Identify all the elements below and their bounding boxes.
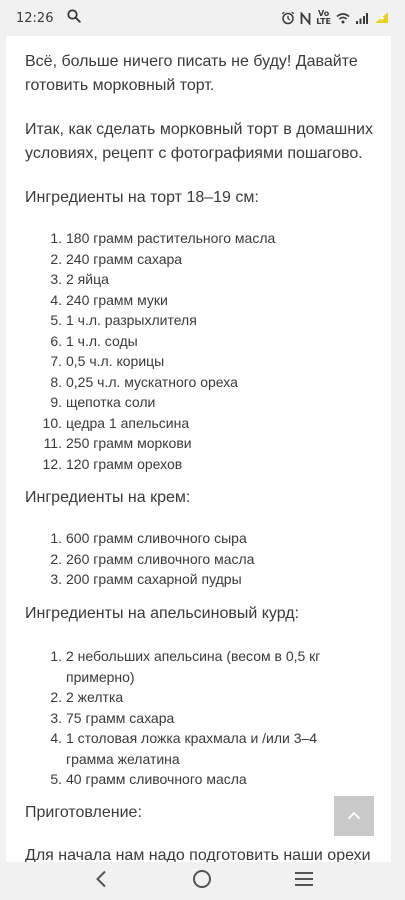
list-item-text: 180 грамм растительного масла (66, 230, 276, 246)
list-item-text: 600 грамм сливочного сыра (66, 530, 247, 546)
menu-lines-icon (294, 871, 314, 892)
list-item-number: 4. (50, 291, 62, 308)
list-item-text: 75 грамм сахара (66, 709, 175, 726)
status-time: 12:26 (16, 10, 54, 26)
list-item-number: 3. (50, 271, 62, 287)
list-item-text: 0,5 ч.л. корицы (66, 353, 165, 369)
cake-ingredients-heading: Ингредиенты на торт 18–19 см: (25, 189, 259, 206)
list-item-text: 260 грамм сливочного масла (66, 550, 255, 567)
navigation-bar (0, 862, 405, 900)
list-item-text: 40 грамм сливочного масла (66, 771, 247, 787)
list-item-number: 3. (50, 571, 62, 587)
chevron-up-icon (347, 807, 361, 825)
list-item-text: 200 грамм сахарной пудры (66, 571, 242, 587)
list-item-text: 1 ч.л. соды (66, 332, 138, 349)
nav-home-button[interactable] (182, 864, 222, 898)
list-item (25, 708, 365, 729)
list-item-number: 2. (50, 250, 62, 267)
list-item (25, 528, 365, 549)
list-item-number: 1. (50, 648, 62, 664)
nfc-icon (300, 12, 311, 25)
list-item (25, 646, 365, 687)
cake-ingredients-list (25, 228, 365, 474)
curd-ingredients-heading: Ингредиенты на апельсиновый курд: (25, 605, 300, 622)
status-left (16, 9, 81, 27)
list-item-number: 1. (50, 230, 62, 246)
list-item-text: 2 небольших апельсина (весом в 0,5 кг примерно) (66, 648, 321, 685)
list-item-number: 4. (50, 730, 62, 746)
alarm-icon (281, 11, 295, 25)
list-item-number: 2. (50, 689, 62, 705)
article-card (6, 36, 391, 862)
list-item (25, 569, 365, 590)
preparation-first-line: Для начала нам надо подготовить наши орехи (25, 847, 371, 862)
list-item (25, 331, 365, 352)
network-label-bottom: LTE (316, 17, 331, 26)
list-item-number: 8. (50, 373, 62, 390)
list-item-text: 240 грамм сахара (66, 250, 183, 267)
scroll-to-top-button[interactable] (334, 796, 374, 836)
back-chevron-icon (95, 870, 107, 893)
list-item-number: 9. (50, 394, 62, 410)
preparation-heading: Приготовление: (25, 804, 142, 821)
search-icon (67, 9, 81, 27)
list-item-number: 1. (50, 530, 62, 546)
list-item (25, 228, 365, 249)
list-item (25, 549, 365, 570)
list-item (25, 433, 365, 454)
list-item-text: 2 желтка (66, 689, 124, 705)
list-item (25, 351, 365, 372)
cream-ingredients-heading: Ингредиенты на крем: (25, 489, 191, 506)
list-item-number: 5. (50, 771, 62, 787)
list-item-text: 250 грамм моркови (66, 435, 192, 451)
status-bar (0, 0, 405, 36)
list-item-number: 5. (50, 312, 62, 328)
list-item-text: 1 ч.л. разрыхлителя (66, 312, 197, 328)
list-item-text: 0,25 ч.л. мускатного ореха (66, 373, 238, 390)
list-item (25, 290, 365, 311)
wifi-icon (336, 12, 350, 25)
list-item-number: 2. (50, 550, 62, 567)
list-item-text: 240 грамм муки (66, 291, 168, 308)
curd-ingredients-list (25, 646, 365, 790)
list-item-number: 11. (43, 435, 62, 451)
howto-paragraph: Итак, как сделать морковный торт в домашних условиях, рецепт с фотографиями пошагово. (25, 121, 373, 162)
intro-paragraph: Всё, больше ничего писать не буду! Давайте готовить морковный торт. (25, 53, 358, 94)
list-item-number: 6. (50, 332, 62, 349)
signal-icon (355, 12, 368, 25)
list-item-number: 12. (42, 455, 62, 472)
list-item (25, 392, 365, 413)
list-item-text: цедра 1 апельсина (66, 414, 190, 431)
battery-charging-icon (373, 11, 391, 25)
list-item (25, 269, 365, 290)
list-item (25, 728, 365, 769)
list-item (25, 687, 365, 708)
status-right (281, 10, 391, 26)
list-item (25, 413, 365, 434)
list-item-text: 2 яйца (66, 271, 109, 287)
list-item (25, 769, 365, 790)
home-circle-icon (192, 869, 212, 894)
nav-recents-button[interactable] (284, 864, 324, 898)
list-item-text: 1 столовая ложка крахмала и /или 3–4 грамма желатина (66, 730, 318, 767)
list-item (25, 249, 365, 270)
list-item-text: 120 грамм орехов (66, 455, 183, 472)
list-item-number: 7. (50, 353, 62, 369)
list-item (25, 310, 365, 331)
list-item-number: 3. (50, 709, 62, 726)
nav-back-button[interactable] (81, 864, 121, 898)
cream-ingredients-list (25, 528, 365, 590)
network-type (316, 10, 331, 26)
list-item (25, 372, 365, 393)
network-label-top: Vo (318, 9, 330, 18)
list-item-text: щепотка соли (66, 394, 156, 410)
list-item (25, 454, 365, 475)
list-item-number: 10. (42, 414, 62, 431)
